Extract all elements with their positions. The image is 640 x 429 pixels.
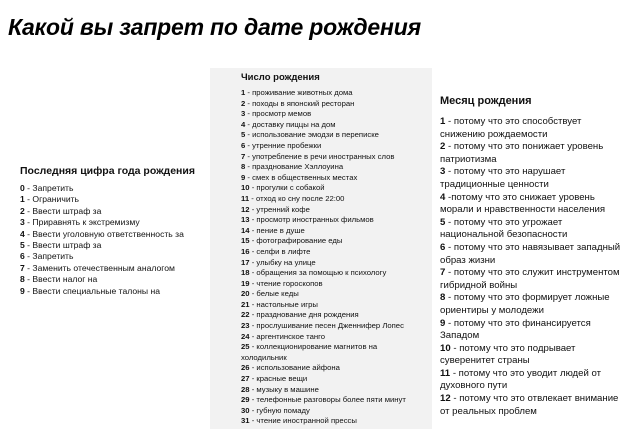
day-item-number: 8 bbox=[241, 162, 246, 172]
day-item-text: - празднование дня рождения bbox=[249, 310, 359, 320]
day-item-text: - настольные игры bbox=[249, 299, 318, 309]
month-item-number: 8 bbox=[440, 292, 446, 304]
day-item bbox=[241, 258, 406, 269]
day-item-text: - проживание животных дома bbox=[245, 88, 353, 97]
day-item bbox=[241, 363, 406, 374]
month-item-number: 5 bbox=[440, 216, 446, 228]
day-item-number: 29 bbox=[241, 395, 250, 405]
month-item-number: 1 bbox=[440, 116, 446, 127]
month-item bbox=[440, 318, 626, 343]
day-item-text: - утренние пробежки bbox=[245, 140, 322, 150]
day-item bbox=[241, 268, 406, 279]
month-item-text: - потому что это уводит людей от духовного пути bbox=[440, 367, 602, 392]
year-item-number: 7 bbox=[20, 262, 25, 273]
day-item-number: 26 bbox=[241, 363, 250, 373]
month-item bbox=[440, 292, 626, 317]
day-item-number: 4 bbox=[241, 119, 246, 129]
day-item-number: 28 bbox=[241, 384, 250, 394]
day-item bbox=[241, 152, 406, 163]
day-item-text: - селфи в лифте bbox=[249, 246, 311, 256]
day-item bbox=[241, 332, 406, 343]
year-item-number: 0 bbox=[20, 183, 25, 193]
month-item-number: 12 bbox=[440, 393, 451, 405]
year-heading: Последняя цифра года рождения bbox=[20, 165, 195, 177]
year-item-text: - Ввести штраф за bbox=[24, 205, 102, 216]
day-item-text: - просмотр мемов bbox=[245, 109, 312, 119]
day-item-text: - обращения за помощью к психологу bbox=[249, 268, 387, 278]
day-item-text: - отход ко сну после 22:00 bbox=[249, 193, 345, 203]
day-item-number: 6 bbox=[241, 140, 246, 150]
day-item-text: - улыбку на улице bbox=[249, 257, 316, 267]
day-item-number: 11 bbox=[241, 193, 250, 203]
month-item-number: 6 bbox=[440, 241, 446, 253]
page-title: Какой вы запрет по дате рождения bbox=[8, 14, 421, 40]
month-item-text: - потому что это отвлекает внимание от реальных проблем bbox=[440, 393, 619, 417]
day-item-number: 5 bbox=[241, 130, 246, 140]
day-item-text: - телефонные разговоры более пяти минут bbox=[249, 395, 406, 405]
year-list bbox=[20, 183, 184, 297]
day-item bbox=[241, 310, 406, 321]
day-item-number: 14 bbox=[241, 225, 250, 235]
month-item bbox=[440, 393, 626, 418]
month-list bbox=[440, 116, 626, 418]
year-item bbox=[20, 286, 184, 297]
month-item bbox=[440, 217, 626, 242]
month-item-number: 9 bbox=[440, 317, 446, 329]
month-item bbox=[440, 166, 626, 191]
day-item-number: 3 bbox=[241, 109, 246, 119]
day-item-number: 17 bbox=[241, 257, 250, 267]
day-item bbox=[241, 236, 406, 247]
month-item bbox=[440, 343, 626, 368]
day-item-text: - использование айфона bbox=[249, 363, 340, 373]
month-item-number: 10 bbox=[440, 342, 451, 354]
day-item-text: - просмотр иностранных фильмов bbox=[249, 215, 374, 225]
day-item-text: - употребление в речи иностранных слов bbox=[245, 151, 395, 161]
year-item-number: 8 bbox=[20, 274, 25, 285]
day-item-number: 23 bbox=[241, 321, 250, 331]
year-item bbox=[20, 194, 184, 205]
year-item bbox=[20, 251, 184, 262]
day-item-text: - утренний кофе bbox=[249, 204, 310, 214]
day-item bbox=[241, 88, 406, 99]
day-item-number: 25 bbox=[241, 342, 250, 352]
day-item-number: 22 bbox=[241, 310, 250, 320]
year-item-text: - Заменить отечественным аналогом bbox=[24, 262, 175, 273]
day-item bbox=[241, 342, 401, 363]
year-item-number: 5 bbox=[20, 240, 25, 251]
year-item-text: - Ввести штраф за bbox=[24, 240, 102, 251]
month-item-number: 2 bbox=[440, 141, 446, 153]
year-item bbox=[20, 274, 184, 285]
day-item bbox=[241, 173, 406, 184]
day-item-text: - использование эмодзи в переписке bbox=[245, 130, 379, 140]
month-item bbox=[440, 368, 626, 393]
day-item-text: - губную помаду bbox=[249, 405, 310, 415]
day-item bbox=[241, 374, 406, 385]
month-item bbox=[440, 141, 626, 166]
day-item-number: 31 bbox=[241, 416, 250, 426]
month-item-number: 4 bbox=[440, 191, 446, 203]
day-item bbox=[241, 395, 406, 406]
month-item-number: 3 bbox=[440, 166, 446, 178]
day-item bbox=[241, 109, 406, 120]
day-item bbox=[241, 289, 406, 300]
day-item-text: - красные вещи bbox=[249, 374, 308, 384]
month-item bbox=[440, 192, 626, 217]
month-item-text: - потому что это формирует ложные ориентиры у молодежи bbox=[440, 292, 610, 316]
day-item-number: 15 bbox=[241, 236, 250, 246]
day-item-number: 30 bbox=[241, 405, 250, 415]
day-item bbox=[241, 120, 406, 131]
day-item bbox=[241, 416, 406, 427]
day-item bbox=[241, 194, 406, 205]
year-item-text: - Запретить bbox=[24, 251, 74, 262]
day-heading: Число рождения bbox=[241, 72, 320, 83]
day-item bbox=[241, 406, 406, 417]
day-item-text: - белые кеды bbox=[249, 289, 299, 299]
year-item-number: 2 bbox=[20, 205, 25, 216]
year-item bbox=[20, 217, 184, 228]
month-item bbox=[440, 242, 626, 267]
month-item-text: - потому что это финансируется Западом bbox=[440, 317, 591, 342]
day-item bbox=[241, 300, 406, 311]
day-item bbox=[241, 183, 406, 194]
month-item-text: - потому что это нарушает традиционные ценности bbox=[440, 166, 566, 190]
day-item bbox=[241, 247, 406, 258]
month-item-number: 7 bbox=[440, 267, 446, 279]
year-item-text: - Ограничить bbox=[24, 194, 80, 205]
year-item bbox=[20, 206, 184, 217]
month-item-text: -потому что это снижает уровень морали и нравственности населения bbox=[440, 191, 606, 216]
day-item-text: - коллекционирование магнитов на холодильник bbox=[241, 342, 378, 362]
day-item-text: - смех в общественных местах bbox=[245, 172, 358, 182]
day-item-number: 21 bbox=[241, 299, 250, 309]
day-item-text: - фотографирование еды bbox=[249, 236, 343, 246]
day-item bbox=[241, 130, 406, 141]
day-list bbox=[241, 88, 406, 427]
month-item-text: - потому что это навязывает западный образ жизни bbox=[440, 241, 621, 266]
month-item bbox=[440, 267, 626, 292]
day-item-number: 27 bbox=[241, 374, 250, 384]
year-item-number: 9 bbox=[20, 285, 25, 296]
month-item bbox=[440, 116, 626, 141]
day-item bbox=[241, 205, 406, 216]
year-item-text: - Ввести уголовную ответственность за bbox=[24, 228, 184, 239]
year-item-number: 4 bbox=[20, 228, 25, 239]
day-item-number: 16 bbox=[241, 246, 250, 256]
year-item bbox=[20, 263, 184, 274]
day-item bbox=[241, 141, 406, 152]
day-item-number: 12 bbox=[241, 204, 250, 214]
day-item-number: 2 bbox=[241, 98, 246, 108]
month-item-text: - потому что это подрывает суверенитет страны bbox=[440, 342, 576, 367]
year-item-number: 1 bbox=[20, 194, 25, 205]
day-item-number: 10 bbox=[241, 183, 250, 193]
day-item-text: - прогулки с собакой bbox=[249, 183, 325, 193]
day-item-number: 24 bbox=[241, 331, 250, 341]
day-item bbox=[241, 385, 406, 396]
day-item-number: 1 bbox=[241, 88, 246, 97]
day-item-text: - аргентинское танго bbox=[249, 331, 326, 341]
day-item-number: 20 bbox=[241, 289, 250, 299]
year-item bbox=[20, 229, 184, 240]
day-item-number: 13 bbox=[241, 215, 250, 225]
year-item-number: 6 bbox=[20, 251, 25, 262]
month-item-text: - потому что это служит инструментом гибридной войны bbox=[440, 267, 620, 291]
day-item bbox=[241, 162, 406, 173]
day-item bbox=[241, 321, 406, 332]
day-item-number: 9 bbox=[241, 172, 246, 182]
year-item bbox=[20, 183, 184, 194]
month-item-text: - потому что это понижает уровень патриотизма bbox=[440, 141, 604, 165]
month-heading: Месяц рождения bbox=[440, 95, 532, 107]
year-item bbox=[20, 240, 184, 251]
year-item-number: 3 bbox=[20, 217, 25, 228]
month-item-text: - потому что это угрожает национальной безопасности bbox=[440, 216, 568, 241]
day-item-text: - доставку пиццы на дом bbox=[245, 119, 336, 129]
day-item-text: - чтение иностранной прессы bbox=[249, 416, 357, 426]
month-item-number: 11 bbox=[440, 367, 451, 379]
day-item bbox=[241, 226, 406, 237]
day-item-text: - прослушивание песен Дженнифер Лопес bbox=[249, 321, 404, 331]
day-item-number: 19 bbox=[241, 278, 250, 288]
day-item-text: - походы в японский ресторан bbox=[245, 98, 355, 108]
day-item-text: - пение в душе bbox=[249, 225, 305, 235]
year-item-text: - Ввести налог на bbox=[24, 274, 98, 285]
day-item-number: 7 bbox=[241, 151, 246, 161]
year-item-text: - Ввести специальные талоны на bbox=[24, 285, 160, 296]
day-item-number: 18 bbox=[241, 268, 250, 278]
day-item-text: - музыку в машине bbox=[249, 384, 319, 394]
day-item bbox=[241, 215, 406, 226]
day-item-text: - празднование Хэллоуина bbox=[245, 162, 344, 172]
year-item-text: - Приравнять к экстремизму bbox=[24, 217, 140, 228]
year-item-text: - Запретить bbox=[24, 183, 74, 193]
day-item bbox=[241, 279, 406, 290]
day-item-text: - чтение гороскопов bbox=[249, 278, 323, 288]
month-item-text: - потому что это способствует снижению рождаемости bbox=[440, 116, 582, 140]
day-item bbox=[241, 99, 406, 110]
